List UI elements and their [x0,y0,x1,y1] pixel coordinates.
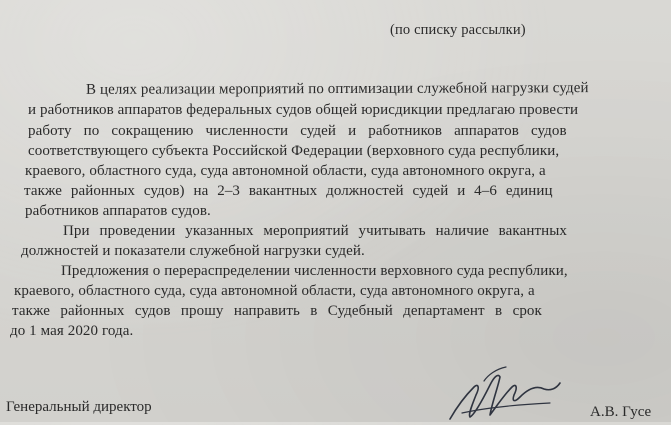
paragraph-line: и работников аппаратов федеральных судов общей юрисдикции предлагаю провести [28,102,579,118]
paragraph-line: В целях реализации мероприятий по оптимизации служебной нагрузки судей [85,80,589,98]
paragraph-line: также районных судов прошу направить в Судебный департамент в срок [12,303,542,319]
paragraph-line: работников аппаратов судов. [25,203,211,219]
paragraph-line: При проведении указанных мероприятий учитывать наличие вакантных [63,223,568,239]
paragraph-line: работу по сокращению численности судей и работников аппаратов судов [28,123,567,139]
paragraph-line: также районных судов) на 2–3 вакантных должностей судей и 4–6 единиц [24,183,553,199]
signatory-name: А.В. Гусе [590,404,652,420]
handwritten-signature [440,365,590,425]
paragraph-line: до 1 мая 2020 года. [10,323,134,339]
signatory-position: Генеральный директор [6,399,152,415]
paragraph-line: соответствующего субъекта Российской Федерации (верховного суда республики, [28,143,560,159]
paragraph-line: Предложения о перераспределении численности верховного суда республики, [61,263,568,279]
recipient-line: (по списку рассылки) [390,22,526,38]
paragraph-line: краевого, областного суда, суда автономной области, суда автономного округа, а [25,163,546,179]
paragraph-line: должностей и показатели служебной нагрузки судей. [21,243,365,259]
paragraph-line: краевого, областного суда, суда автономной области, суда автономного округа, а [14,283,535,299]
